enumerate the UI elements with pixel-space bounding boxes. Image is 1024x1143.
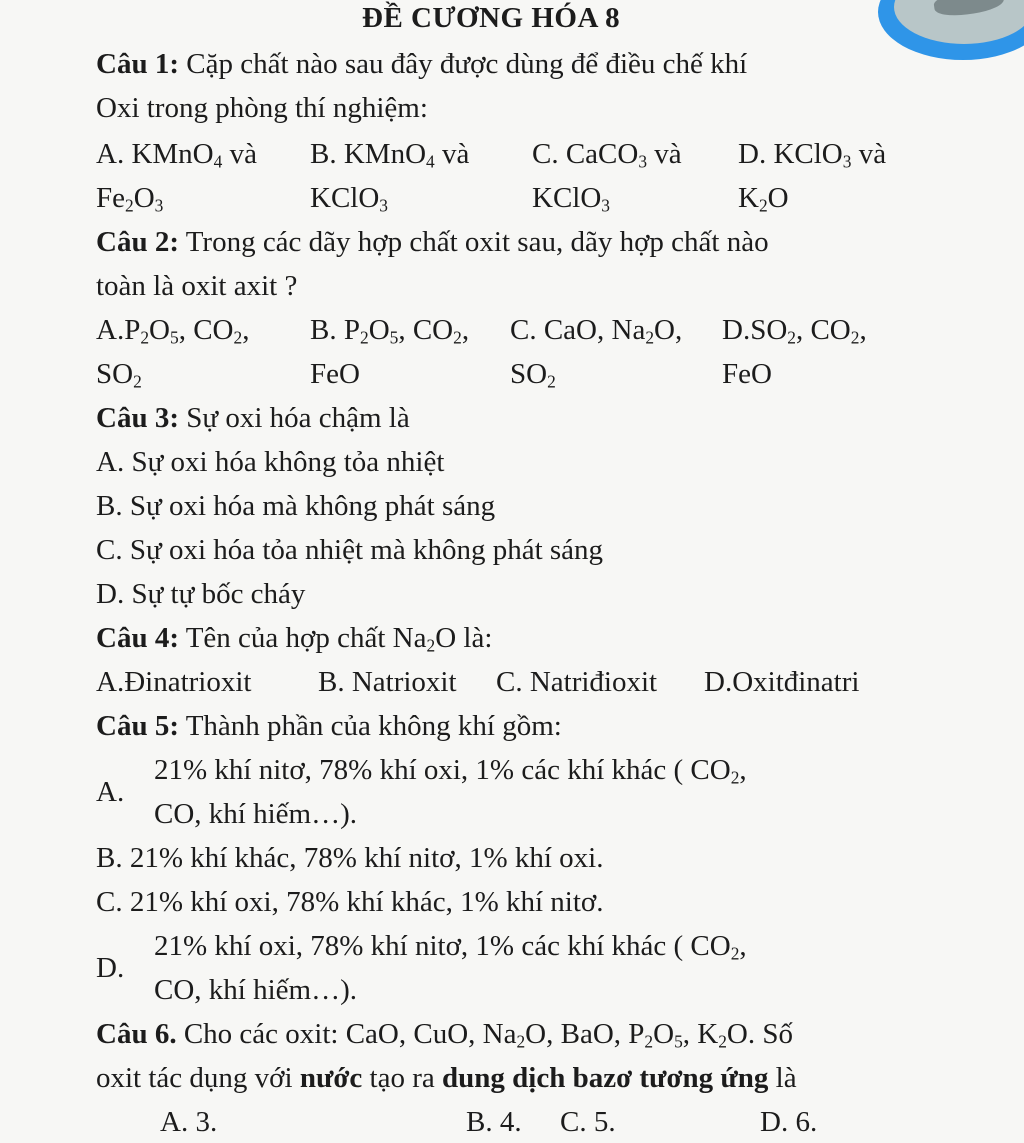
q1-b-tail: và	[434, 138, 470, 170]
q2-b-s1: 2	[359, 327, 369, 348]
q1-text1: Cặp chất nào sau đây được dùng để điều chế khí	[178, 48, 748, 80]
q1-option-c-line2	[532, 182, 610, 216]
q2-c-s1: 2	[645, 327, 655, 348]
q5-option-d-letter: D.	[96, 952, 125, 984]
q4-option-b: B. Natrioxit	[318, 666, 457, 698]
q2-b-text: B. P	[310, 314, 360, 346]
q5-d1-tail: ,	[739, 930, 747, 962]
q1-text-line1	[96, 50, 747, 79]
q2-c2-text: SO	[510, 358, 548, 390]
q6-t2b: nước	[299, 1062, 363, 1094]
q2-c-text: C. CaO, Na	[510, 314, 646, 346]
q3-text-body: Sự oxi hóa chậm là	[178, 402, 410, 434]
q1-option-b	[310, 138, 470, 172]
q2-b-s3: 2	[453, 327, 462, 348]
q2-b-m1: O	[368, 314, 390, 346]
q1-label: Câu 1:	[96, 48, 179, 80]
q2-b-s2: 5	[389, 327, 399, 348]
q2-a-s3: 2	[233, 327, 243, 348]
q6-option-a: A. 3.	[160, 1106, 218, 1138]
q4-option-a: A.Đinatrioxit	[96, 666, 252, 698]
q6-t2d: dung dịch bazơ tương ứng	[442, 1062, 769, 1094]
q1-a2-mid: O	[133, 182, 155, 214]
q1-c-sub: 3	[638, 151, 648, 172]
q6-t1-s1: 2	[516, 1031, 526, 1052]
q1-a2-sub2: 3	[154, 195, 164, 216]
corner-image-shape	[933, 0, 1005, 19]
corner-image	[878, 0, 1024, 60]
q5-text-body: Thành phần của không khí gồm:	[178, 710, 562, 742]
q2-d-tail: ,	[859, 314, 867, 346]
q6-t1-m3: , K	[682, 1018, 719, 1050]
q1-b2-text: KClO	[310, 182, 380, 214]
q1-d-text: D. KClO	[738, 138, 843, 170]
q5-label: Câu 5:	[96, 710, 179, 742]
q6-t1-s2: 2	[644, 1031, 654, 1052]
q5-option-b: B. 21% khí khác, 78% khí nitơ, 1% khí oxi.	[96, 842, 604, 874]
q1-option-a	[96, 138, 257, 172]
q2-text-line1	[96, 228, 769, 257]
q1-option-d	[738, 138, 887, 172]
q2-a-m1: O	[149, 314, 170, 346]
q1-a2-sub1: 2	[125, 195, 134, 216]
q3-option-a: A. Sự oxi hóa không tỏa nhiệt	[96, 446, 445, 478]
q2-text1: Trong các dãy hợp chất oxit sau, dãy hợp chất nào	[178, 226, 769, 258]
q5-option-a-line2: CO, khí hiếm…).	[154, 798, 357, 830]
q2-a-s2: 5	[169, 327, 179, 348]
q2-option-c	[510, 314, 683, 348]
q1-option-b-line2	[310, 182, 388, 216]
q1-option-d-line2	[738, 182, 789, 216]
q1-d2-sub: 2	[758, 195, 768, 216]
q5-a1-text: 21% khí nitơ, 78% khí oxi, 1% các khí khác ( CO	[154, 754, 731, 786]
q6-t1-s3: 5	[674, 1031, 683, 1052]
q1-c2-text: KClO	[532, 182, 602, 214]
corner-image-inner	[894, 0, 1024, 44]
q4-label: Câu 4:	[96, 622, 179, 654]
q6-t1: Cho các oxit: CaO, CuO, Na	[176, 1018, 517, 1050]
q2-option-a	[96, 314, 250, 348]
q3-option-c: C. Sự oxi hóa tỏa nhiệt mà không phát sáng	[96, 534, 604, 566]
q6-label: Câu 6.	[96, 1018, 177, 1050]
q6-option-b: B. 4.	[466, 1106, 522, 1138]
q6-t2c: tạo ra	[362, 1062, 442, 1094]
q1-text-line2: Oxi trong phòng thí nghiệm:	[96, 92, 428, 124]
q2-a2-text: SO	[96, 358, 134, 390]
q2-option-b	[310, 314, 470, 348]
q5-option-a-line1	[154, 754, 747, 788]
q6-t1-m2: O	[653, 1018, 675, 1050]
q2-c-tail: O,	[654, 314, 683, 346]
q5-option-c: C. 21% khí oxi, 78% khí khác, 1% khí nitơ.	[96, 886, 604, 918]
q5-a1-tail: ,	[739, 754, 747, 786]
q1-c2-sub: 3	[601, 195, 610, 216]
q2-a-tail: ,	[242, 314, 250, 346]
q6-option-c: C. 5.	[560, 1106, 616, 1138]
q1-d-sub: 3	[842, 151, 852, 172]
q2-a-s1: 2	[140, 327, 150, 348]
q2-d-s1: 2	[787, 327, 796, 348]
q6-t2a: oxit tác dụng với	[96, 1062, 300, 1094]
q1-b2-sub: 3	[379, 195, 388, 216]
q2-a2-sub: 2	[133, 371, 142, 392]
q1-option-a-line2	[96, 182, 164, 216]
q6-text-line1	[96, 1018, 793, 1052]
q1-d-tail: và	[851, 138, 887, 170]
q4-text-body: Tên của hợp chất Na	[178, 622, 427, 654]
q2-option-a-line2	[96, 358, 142, 392]
q4-option-d: D.Oxitđinatri	[704, 666, 860, 698]
q1-option-c	[532, 138, 682, 172]
q2-a-m2: , CO	[178, 314, 234, 346]
q1-d2-tail: O	[767, 182, 789, 214]
q5-a1-sub: 2	[730, 767, 740, 788]
q2-option-b-line2: FeO	[310, 358, 360, 390]
q2-b-tail: ,	[461, 314, 470, 346]
q6-t2e: là	[768, 1062, 797, 1094]
q2-a-text: A.P	[96, 314, 141, 346]
q1-a-text: A. KMnO	[96, 138, 214, 170]
q2-d-s2: 2	[850, 327, 860, 348]
q5-d1-text: 21% khí oxi, 78% khí nitơ, 1% các khí khác ( CO	[154, 930, 731, 962]
q4-option-c: C. Natriđioxit	[496, 666, 658, 698]
q5-text	[96, 712, 562, 741]
q1-a-sub: 4	[213, 151, 223, 172]
q6-t1-s4: 2	[718, 1031, 727, 1052]
q6-option-d: D. 6.	[760, 1106, 818, 1138]
q2-option-d	[722, 314, 867, 348]
q4-text-tail: O là:	[435, 622, 493, 654]
q3-option-d: D. Sự tự bốc cháy	[96, 578, 306, 610]
q1-a2-text: Fe	[96, 182, 125, 214]
q3-text	[96, 404, 410, 433]
q6-text-line2	[96, 1064, 797, 1093]
q4-text	[96, 622, 493, 656]
q1-c-text: C. CaCO	[532, 138, 639, 170]
q2-d-m1: , CO	[795, 314, 851, 346]
q6-t1-tail: O. Số	[726, 1018, 793, 1050]
q1-c-tail: và	[647, 138, 682, 170]
q5-d1-sub: 2	[730, 943, 740, 964]
q6-t1-m1: O, BaO, P	[525, 1018, 645, 1050]
q2-d-text: D.SO	[722, 314, 788, 346]
q3-label: Câu 3:	[96, 402, 179, 434]
q5-option-a-letter: A.	[96, 776, 125, 808]
q3-option-b: B. Sự oxi hóa mà không phát sáng	[96, 490, 496, 522]
q5-option-d-line1	[154, 930, 747, 964]
q2-option-d-line2: FeO	[722, 358, 772, 390]
q2-b-m2: , CO	[398, 314, 454, 346]
q1-b-text: B. KMnO	[310, 138, 427, 170]
q2-option-c-line2	[510, 358, 556, 392]
q2-label: Câu 2:	[96, 226, 179, 258]
page-title: ĐỀ CƯƠNG HÓA 8	[362, 2, 621, 34]
q1-d2-text: K	[738, 182, 759, 214]
q1-a-tail: và	[222, 138, 257, 170]
q4-text-sub: 2	[426, 635, 436, 656]
q2-c2-sub: 2	[547, 371, 556, 392]
q2-text-line2: toàn là oxit axit ?	[96, 270, 298, 302]
q5-option-d-line2: CO, khí hiếm…).	[154, 974, 357, 1006]
q1-b-sub: 4	[426, 151, 435, 172]
